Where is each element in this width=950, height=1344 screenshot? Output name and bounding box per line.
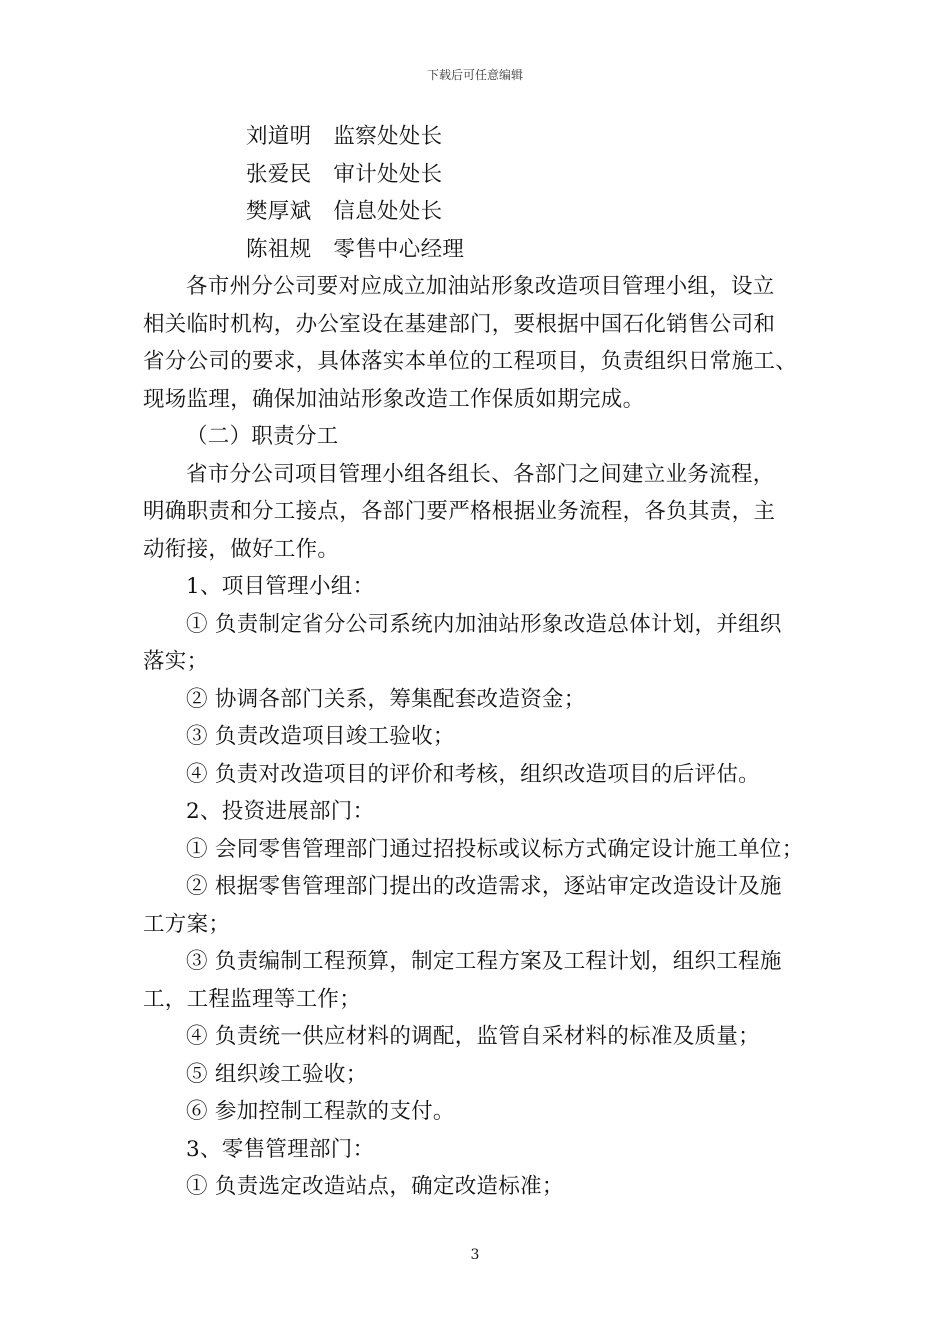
member-row <box>143 231 833 269</box>
list-item: ⑤ 组织竣工验收； <box>186 1061 368 1087</box>
member-name: 樊厚斌 <box>246 199 312 224</box>
list-item: ④ 负责对改造项目的评价和考核，组织改造项目的后评估。 <box>186 761 760 787</box>
list-item: ② 协调各部门关系，筹集配套改造资金； <box>186 686 586 712</box>
subsection-heading: 3、零售管理部门： <box>186 1136 375 1162</box>
list-item: ④ 负责统一供应材料的调配，监管自采材料的标准及质量； <box>186 1024 760 1049</box>
list-item-continuation: 工方案； <box>143 911 231 937</box>
document-body <box>143 118 833 1206</box>
subsection-heading: 1、项目管理小组： <box>186 574 375 599</box>
paragraph-line: 动衔接，做好工作。 <box>143 536 340 562</box>
member-title: 信息处处长 <box>333 199 443 224</box>
member-title: 零售中心经理 <box>333 236 465 262</box>
member-row <box>143 156 833 194</box>
page-header: 下载后可任意编辑 <box>426 68 523 82</box>
paragraph-line: 省市分公司项目管理小组各组长、各部门之间建立业务流程， <box>186 461 775 487</box>
list-item: ⑥ 参加控制工程款的支付。 <box>186 1099 455 1124</box>
member-name: 刘道明 <box>246 124 312 149</box>
list-item: ② 根据零售管理部门提出的改造需求，逐站审定改造设计及施 <box>186 874 782 899</box>
list-item-continuation: 工，工程监理等工作； <box>143 986 362 1012</box>
list-item: ③ 负责编制工程预算，制定工程方案及工程计划，组织工程施 <box>186 949 782 974</box>
member-title: 监察处处长 <box>333 124 443 149</box>
paragraph-line: 省分公司的要求，具体落实本单位的工程项目，负责组织日常施工、 <box>143 349 798 374</box>
paragraph-line: 明确职责和分工接点，各部门要严格根据业务流程，各负其责，主 <box>143 499 776 524</box>
member-name: 张爱民 <box>246 161 312 187</box>
member-row <box>143 118 833 156</box>
member-row <box>143 193 833 231</box>
member-name: 陈祖规 <box>246 236 312 262</box>
paragraph-line: 各市州分公司要对应成立加油站形象改造项目管理小组，设立 <box>186 274 775 299</box>
list-item: ① 负责选定改造站点，确定改造标准； <box>186 1174 564 1199</box>
section-heading: （二）职责分工 <box>186 424 339 449</box>
paragraph-line: 现场监理，确保加油站形象改造工作保质如期完成。 <box>143 386 645 412</box>
list-item: ① 会同零售管理部门通过招投标或议标方式确定设计施工单位； <box>186 836 804 862</box>
subsection-heading: 2、投资进展部门： <box>186 799 375 824</box>
paragraph-line: 相关临时机构，办公室设在基建部门，要根据中国石化销售公司和 <box>143 311 776 337</box>
page-number: 3 <box>470 1247 480 1263</box>
list-item: ③ 负责改造项目竣工验收； <box>186 724 455 749</box>
member-title: 审计处处长 <box>333 161 443 187</box>
list-item-continuation: 落实； <box>143 649 209 674</box>
list-item: ① 负责制定省分公司系统内加油站形象改造总体计划，并组织 <box>186 611 782 637</box>
